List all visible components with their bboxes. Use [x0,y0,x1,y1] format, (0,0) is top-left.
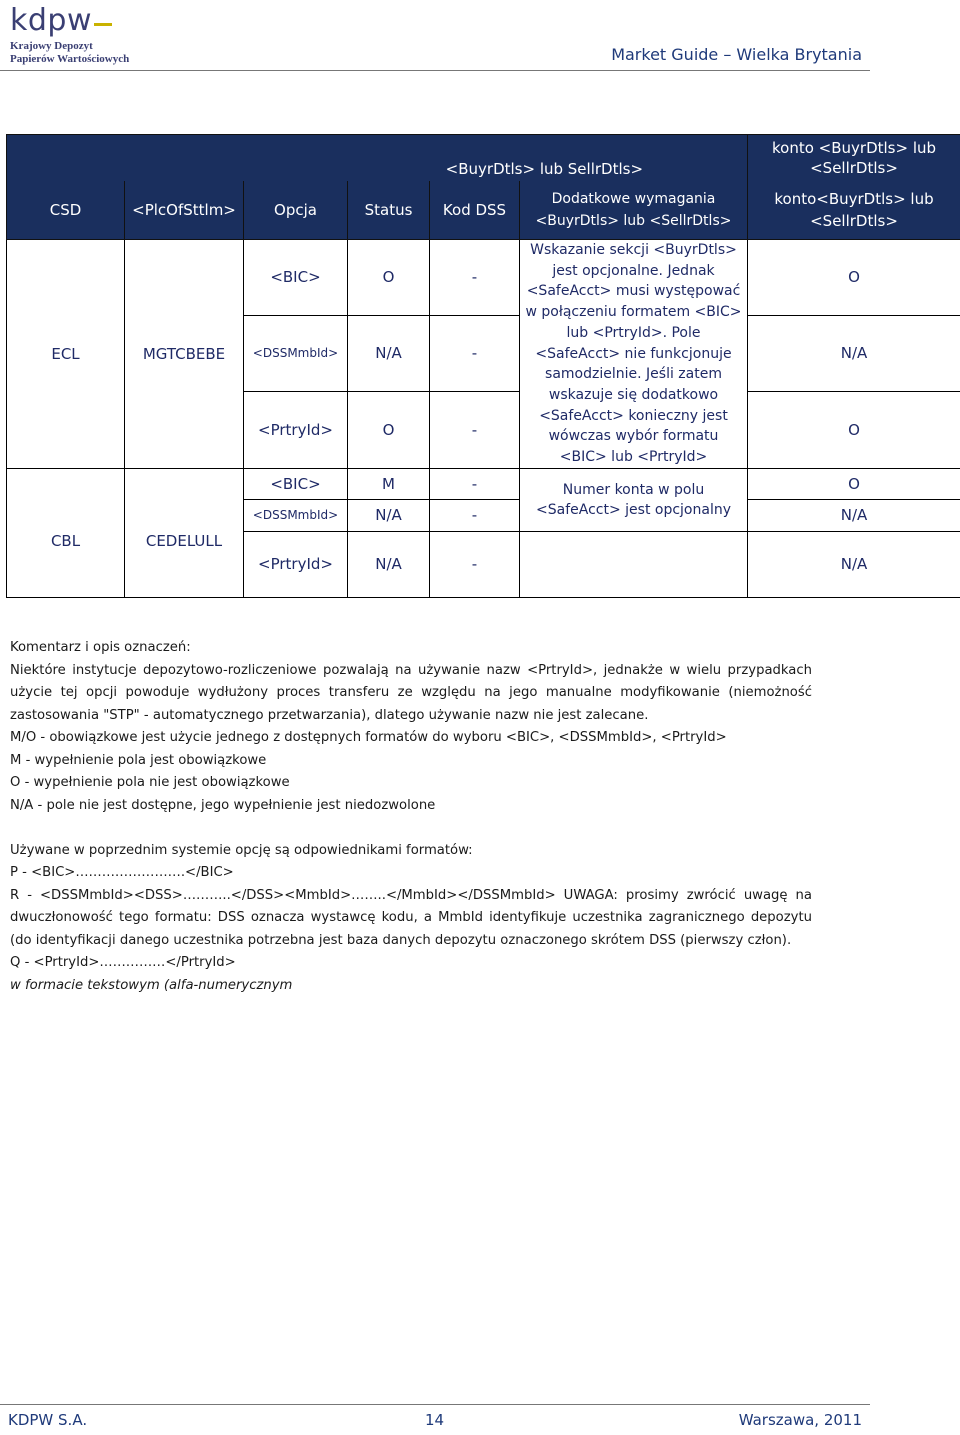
comment-paragraph: N/A - pole nie jest dostępne, jego wypełnienie jest niedozwolone [10,797,436,813]
csd-cell: CBL [7,468,125,597]
table-row [7,240,960,316]
status-cell: O [348,391,430,468]
opcja-cell: <BIC> [244,240,348,316]
footer-company: KDPW S.A. [8,1411,88,1429]
comments-heading: Komentarz i opis oznaczeń: [10,640,191,655]
comment-paragraph: M - wypełnienie pola jest obowiązkowe [10,752,267,768]
comment-paragraph: P - <BIC>…………………….</BIC> [10,865,234,880]
comment-paragraph: M/O - obowiązkowe jest użycie jednego z dostępnych formatów do wyboru <BIC>, <DSSMmbId>, <PrtryId> [10,730,727,745]
status-cell: M [348,468,430,499]
csd-cell: ECL [7,240,125,469]
logo-wordmark: kdpw [10,4,150,38]
opcja-cell: <BIC> [244,468,348,499]
comment-paragraph: O - wypełnienie pola nie jest obowiązkowe [10,775,290,790]
document-title: Market Guide – Wielka Brytania [611,45,862,64]
comment-paragraph: R - <DSSMmbId><DSS>………..</DSS><MmbId>……..</MmbId></DSSMmbId> UWAGA: prosimy zwrócić uwagę na dwuczłonowość tego formatu: DSS oznacza wystawcę kodu, a MmbId identyfikuje uczestnika zagranicznego depozytu (do identyfikacji danego uczestnika potrzebna jest baza danych depozytu oznaczonego skrótem DSS (pierwszy człon). [10,887,812,948]
status-cell: N/A [348,499,430,531]
settlement-table [6,134,960,598]
col-kod-dss: Kod DSS [430,181,520,240]
header-konto-top: konto <BuyrDtls> lub <SellrDtls> [748,135,960,182]
col-status: Status [348,181,430,240]
table-row [7,468,960,499]
col-plcofsttlm: <PlcOfSttlm> [125,181,244,240]
requirements-cell: Wskazanie sekcji <BuyrDtls> jest opcjonalne. Jednak <SafeAcct> musi występować w połączeniu formatem <BIC> lub <PrtryId>. Pole <SafeAcct> nie funkcjonuje samodzielnie. Jeśli zatem wskazuje się dodatkowo <SafeAcct> konieczny jest wówczas wybór formatu <BIC> lub <PrtryId> [520,240,748,469]
comment-paragraph: Używane w poprzednim systemie opcję są odpowiednikami formatów: [10,842,473,858]
kod-dss-cell: - [430,315,520,391]
kod-dss-cell: - [430,391,520,468]
konto-cell: O [748,391,960,468]
col-dodatkowe-wymagania: Dodatkowe wymagania <BuyrDtls> lub <SellrDtls> [520,181,748,240]
comment-paragraph: Q - <PrtryId>……………</PrtryId> [10,955,236,970]
konto-cell: N/A [748,499,960,531]
konto-cell: O [748,468,960,499]
comment-paragraph: w formacie tekstowym (alfa-numerycznym [10,977,293,993]
kdpw-logo [10,4,150,66]
plc-cell: MGTCBEBE [125,240,244,469]
comments-section [10,637,812,997]
kod-dss-cell: - [430,240,520,316]
status-cell: N/A [348,315,430,391]
opcja-cell: <PrtryId> [244,531,348,597]
kod-dss-cell: - [430,531,520,597]
konto-cell: N/A [748,531,960,597]
status-cell: N/A [348,531,430,597]
konto-cell: N/A [748,315,960,391]
col-csd: CSD [7,181,125,240]
footer-divider [0,1404,870,1405]
header-buyr-group: <BuyrDtls> lub SellrDtls> [430,135,748,182]
page-number: 14 [425,1411,445,1429]
col-opcja: Opcja [244,181,348,240]
opcja-cell: <PrtryId> [244,391,348,468]
opcja-cell: <DSSMmbId> [244,499,348,531]
konto-cell: O [748,240,960,316]
comment-paragraph: Niektóre instytucje depozytowo-rozliczeniowe pozwalają na używanie nazw <PrtryId>, jednakże w wielu przypadkach użycie tej opcji powoduje wydłużony proces transferu ze względu na jego manualne modyfikowanie (niemożność zastosowania "STP" - automatycznego przetwarzania), dlatego używanie nazw nie jest zalecane. [10,662,812,723]
opcja-cell: <DSSMmbId> [244,315,348,391]
logo-subtitle: Krajowy Depozyt Papierów Wartościowych [10,40,130,65]
status-cell: O [348,240,430,316]
kod-dss-cell: - [430,468,520,499]
col-konto: konto<BuyrDtls> lub <SellrDtls> [748,181,960,240]
requirements-cell-empty [520,531,748,597]
requirements-cell: Numer konta w polu <SafeAcct> jest opcjonalny [520,468,748,531]
footer-place-date: Warszawa, 2011 [738,1411,862,1429]
kod-dss-cell: - [430,499,520,531]
header-divider [0,70,870,71]
plc-cell: CEDELULL [125,468,244,597]
